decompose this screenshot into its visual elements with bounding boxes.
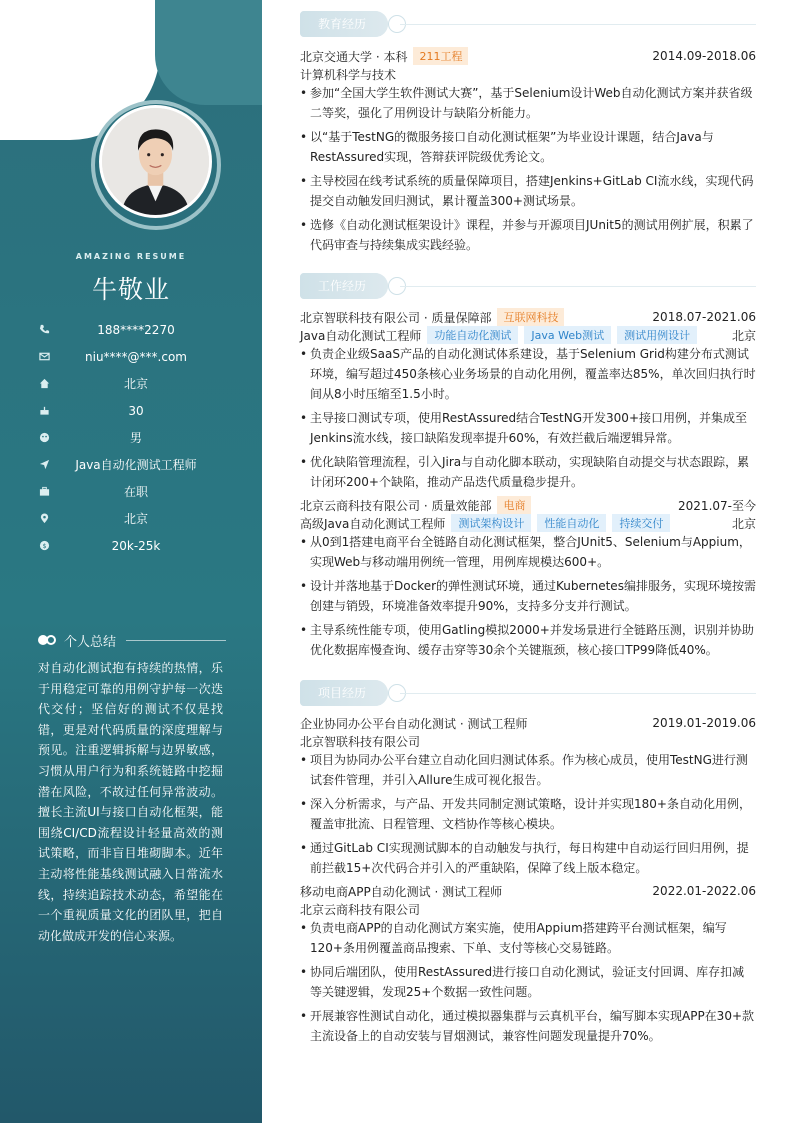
education-bullets — [300, 83, 756, 255]
list-item: • 负责电商APP的自动化测试方案实施，使用Appium搭建跨平台测试框架，编写120+条用例覆盖商品搜索、下单、支付等核心交易链路。 — [300, 918, 756, 958]
send-icon — [38, 459, 50, 471]
section-title: 教育经历 — [318, 17, 367, 31]
section-pill — [300, 680, 388, 706]
job-date: 2018.07-2021.06 — [652, 310, 756, 324]
sidebar — [0, 0, 262, 1123]
decorative-shape — [155, 0, 262, 105]
list-item: • 设计并落地基于Docker的弹性测试环境，通过Kubernetes编排服务，实现环境按需创建与销毁，环境准备效率提升90%，支持多分支并行测试。 — [300, 576, 756, 616]
info-salary: $ 20k-25k — [38, 532, 238, 559]
info-home: 北京 — [38, 370, 238, 397]
list-item: • 主导校园在线考试系统的质量保障项目，搭建Jenkins+GitLab CI流水线，实现代码提交自动触发回归测试，累计覆盖300+测试场景。 — [300, 171, 756, 211]
skill-tag: 测试用例设计 — [617, 326, 697, 344]
section-pill — [300, 11, 388, 37]
summary-text: 对自动化测试抱有持续的热情，乐于用稳定可靠的用例守护每一次迭代交付；坚信好的测试不仅是找错，更是对代码质量的深度理解与预见。注重逻辑拆解与边界敏感，习惯从用户行为和系统链路中挖掘潜在风险，不故过任何异常波动。擅长主流UI与接口自动化框架，能围绕CI/CD流程设计轻量高效的测试策略，而非盲目堆砌脚本。近年主动将性能基线测试融入日常流水线，持续追踪技术动态，希望能在一个重视质量文化的团队里，把自动化做成开发的信心来源。 — [38, 661, 223, 943]
skill-tag: 性能自动化 — [537, 514, 606, 532]
cake-icon — [38, 405, 50, 417]
list-item: • 通过GitLab CI实现测试脚本的自动触发与执行，每日构建中自动运行回归用例，提前拦截15+次代码合并引入的严重缺陷，保障了线上版本稳定。 — [300, 838, 756, 878]
school-tag: 211工程 — [413, 47, 468, 65]
summary-heading — [38, 630, 226, 650]
summary-dots-icon — [38, 635, 56, 645]
project-date: 2019.01-2019.06 — [652, 716, 756, 730]
list-item: • 选修《自动化测试框架设计》课程，并参与开源项目JUnit5的测试用例扩展，积累了代码审查与持续集成实践经验。 — [300, 215, 756, 255]
job-role: Java自动化测试工程师 — [300, 328, 422, 343]
info-email: niu****@***.com — [38, 343, 238, 370]
info-gender: 男 — [38, 424, 238, 451]
section-title: 工作经历 — [318, 279, 367, 293]
list-item: • 项目为协同办公平台建立自动化回归测试体系。作为核心成员，使用TestNG进行测试套件管理，并引入Allure生成可视化报告。 — [300, 750, 756, 790]
list-item: • 优化缺陷管理流程，引入Jira与自动化脚本联动，实现缺陷自动提交与状态跟踪，累计闭环200+个缺陷，推动产品迭代质量稳步提升。 — [300, 452, 756, 492]
info-age: 30 — [38, 397, 238, 424]
info-position: Java自动化测试工程师 — [38, 451, 238, 478]
summary-title: 个人总结 — [64, 634, 117, 650]
section-title: 项目经历 — [318, 686, 367, 700]
job-city: 北京 — [731, 516, 756, 531]
industry-tag: 互联网科技 — [497, 308, 564, 326]
project-name: 移动电商APP自动化测试 · 测试工程师 — [300, 884, 503, 899]
skill-tag: 持续交付 — [612, 514, 670, 532]
divider — [400, 693, 756, 694]
resume-tagline: AMAZING RESUME — [75, 252, 187, 261]
section-projects-header — [300, 680, 756, 706]
job-city: 北京 — [731, 328, 756, 343]
list-item: • 负责企业级SaaS产品的自动化测试体系建设，基于Selenium Grid构建分布式测试环境，编写超过450条核心业务场景的自动化用例，覆盖率达85%，单次回归执行时间从8小时压缩至1.5小时。 — [300, 344, 756, 404]
job-role: 高级Java自动化测试工程师 — [300, 516, 446, 531]
skill-tag: 测试架构设计 — [451, 514, 531, 532]
gender-icon — [38, 432, 50, 444]
company-name: 北京云商科技有限公司 · 质量效能部 — [300, 498, 492, 513]
avatar-photo — [102, 108, 209, 215]
project-company: 北京智联科技有限公司 — [300, 734, 421, 749]
phone-icon — [38, 324, 50, 336]
avatar — [99, 105, 212, 218]
project-bullets — [300, 750, 756, 878]
industry-tag: 电商 — [497, 496, 531, 514]
svg-text:$: $ — [41, 541, 47, 550]
work-entry — [300, 496, 756, 664]
list-item: • 以“基于TestNG的微服务接口自动化测试框架”为毕业设计课题，结合Java与RestAssured实现，答辩获评院级优秀论文。 — [300, 127, 756, 167]
project-date: 2022.01-2022.06 — [652, 884, 756, 898]
home-icon — [38, 378, 50, 390]
school-name: 北京交通大学 · 本科 — [300, 49, 408, 64]
money-icon — [38, 540, 50, 552]
divider — [400, 24, 756, 25]
info-phone: 188****2270 — [38, 316, 238, 343]
list-item: • 从0到1搭建电商平台全链路自动化测试框架，整合JUnit5、Selenium与Appium，实现Web与移动端用例统一管理，用例库规模达600+。 — [300, 532, 756, 572]
skill-tag: 功能自动化测试 — [427, 326, 518, 344]
list-item: • 主导接口测试专项，使用RestAssured结合TestNG开发300+接口用例，并集成至Jenkins流水线，接口缺陷发现率提升60%，有效拦截后端逻辑异常。 — [300, 408, 756, 448]
project-company: 北京云商科技有限公司 — [300, 902, 421, 917]
briefcase-icon — [38, 486, 50, 498]
info-location: 北京 — [38, 505, 238, 532]
project-entry — [300, 882, 756, 1050]
section-pill — [300, 273, 388, 299]
mail-icon — [38, 351, 50, 363]
contact-info-list — [38, 316, 238, 559]
job-bullets — [300, 532, 756, 660]
divider — [126, 640, 226, 641]
skill-tag: Java Web测试 — [524, 326, 611, 344]
project-name: 企业协同办公平台自动化测试 · 测试工程师 — [300, 716, 528, 731]
section-education-header — [300, 11, 756, 37]
location-icon — [38, 513, 50, 525]
candidate-name: 牛敬业 — [91, 275, 170, 304]
project-entry — [300, 714, 756, 882]
list-item: • 协同后端团队，使用RestAssured进行接口自动化测试，验证支付回调、库存扣减等关键逻辑，发现25+个数据一致性问题。 — [300, 962, 756, 1002]
education-date: 2014.09-2018.06 — [652, 49, 756, 63]
project-bullets — [300, 918, 756, 1046]
list-item: • 深入分析需求，与产品、开发共同制定测试策略，设计并实现180+条自动化用例，覆盖审批流、日程管理、文档协作等核心模块。 — [300, 794, 756, 834]
education-entry — [300, 47, 756, 259]
job-bullets — [300, 344, 756, 492]
job-date: 2021.07-至今 — [678, 498, 756, 513]
list-item: • 开展兼容性测试自动化，通过模拟器集群与云真机平台，编写脚本实现APP在30+款主流设备上的自动安装与冒烟测试，兼容性问题发现量提升70%。 — [300, 1006, 756, 1046]
work-entry — [300, 308, 756, 496]
section-work-header — [300, 273, 756, 299]
divider — [400, 286, 756, 287]
info-status: 在职 — [38, 478, 238, 505]
list-item: • 参加“全国大学生软件测试大赛”，基于Selenium设计Web自动化测试方案并获省级二等奖，强化了用例设计与缺陷分析能力。 — [300, 83, 756, 123]
company-name: 北京智联科技有限公司 · 质量保障部 — [300, 310, 492, 325]
major: 计算机科学与技术 — [300, 67, 397, 82]
list-item: • 主导系统性能专项，使用Gatling模拟2000+并发场景进行全链路压测，识别并协助优化数据库慢查询、缓存击穿等30余个关键瓶颈，核心接口TP99降低40%。 — [300, 620, 756, 660]
